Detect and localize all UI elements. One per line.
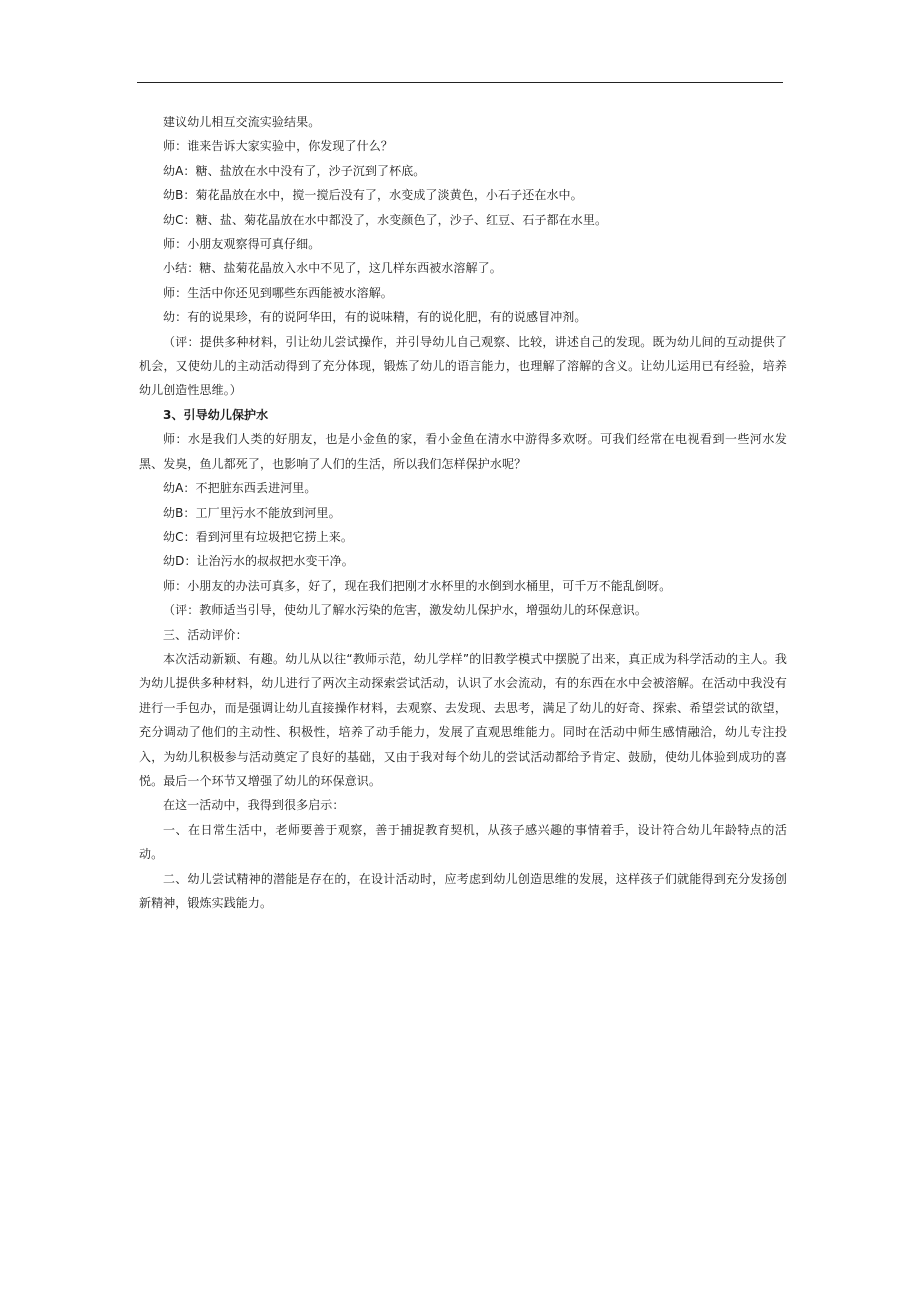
paragraph: 在这一活动中，我得到很多启示： — [163, 798, 345, 813]
header-rule — [137, 82, 783, 83]
comment-paragraph: （评：提供多种材料，引让幼儿尝试操作，并引导幼儿自己观察、比较，讲述自己的发现。既为幼儿间的互动提供了机会，又使幼儿的主动活动得到了充分体现，锻炼了幼儿的语言能力，也理解了溶解的含义。让幼儿运用已有经验，培养幼儿创造性思维。） — [139, 334, 787, 398]
dialogue-line: 师：生活中你还见到哪些东西能被水溶解。 — [163, 285, 393, 300]
dialogue-line: 幼A：糖、盐放在水中没有了，沙子沉到了杯底。 — [163, 163, 426, 178]
section-heading: 3、引导幼儿保护水 — [163, 407, 269, 422]
dialogue-line: 幼：有的说果珍，有的说阿华田，有的说味精，有的说化肥，有的说感冒冲剂。 — [163, 310, 587, 325]
insight-paragraph: 一、在日常生活中，老师要善于观察，善于捕捉教育契机，从孩子感兴趣的事情着手，设计符合幼儿年龄特点的活动。 — [139, 822, 787, 862]
dialogue-line: 幼B：菊花晶放在水中，搅一搅后没有了，水变成了淡黄色，小石子还在水中。 — [163, 188, 583, 203]
evaluation-paragraph: 本次活动新颖、有趣。幼儿从以往“教师示范，幼儿学样”的旧教学模式中摆脱了出来，真正成为科学活动的主人。我为幼儿提供多种材料，幼儿进行了两次主动探索尝试活动，认识了水会流动，有的东西在水中会被溶解。在活动中我没有进行一手包办，而是强调让幼儿直接操作材料，去观察、去发现、去思考，满足了幼儿的好奇、探索、希望尝试的欲望，充分调动了他们的主动性、积极性，培养了动手能力，发展了直观思维能力。同时在活动中师生感情融洽，幼儿专注投入，为幼儿积极参与活动奠定了良好的基础，又由于我对每个幼儿的尝试活动都给予肯定、鼓励，使幼儿体验到成功的喜悦。最后一个环节又增强了幼儿的环保意识。 — [139, 651, 787, 788]
dialogue-line: 幼C：看到河里有垃圾把它捞上来。 — [163, 529, 353, 544]
comment-paragraph: （评：教师适当引导，使幼儿了解水污染的危害，激发幼儿保护水，增强幼儿的环保意识。 — [163, 603, 648, 618]
insight-paragraph: 二、幼儿尝试精神的潜能是存在的，在设计活动时，应考虑到幼儿创造思维的发展，这样孩子们就能得到充分发扬创新精神，锻炼实践能力。 — [139, 871, 787, 910]
document-body — [139, 110, 787, 915]
dialogue-line: 师：小朋友的办法可真多，好了，现在我们把刚才水杯里的水倒到水桶里，可千万不能乱倒呀。 — [163, 578, 672, 593]
paragraph: 建议幼儿相互交流实验结果。 — [163, 115, 321, 129]
section-heading: 三、活动评价： — [163, 627, 248, 642]
dialogue-line: 幼C：糖、盐、菊花晶放在水中都没了，水变颜色了，沙子、红豆、石子都在水里。 — [163, 212, 608, 227]
dialogue-line: 师：水是我们人类的好朋友，也是小金鱼的家，看小金鱼在清水中游得多欢呀。可我们经常在电视看到一些河水发黑、发臭，鱼儿都死了，也影响了人们的生活，所以我们怎样保护水呢？ — [139, 432, 787, 471]
dialogue-line: 幼D：让治污水的叔叔把水变干净。 — [163, 554, 354, 569]
dialogue-line: 师：谁来告诉大家实验中，你发现了什么？ — [163, 139, 393, 154]
dialogue-line: 师：小朋友观察得可真仔细。 — [163, 237, 321, 252]
dialogue-line: 幼A：不把脏东西丢进河里。 — [163, 481, 317, 496]
summary-line: 小结：糖、盐菊花晶放入水中不见了，这几样东西被水溶解了。 — [163, 261, 502, 276]
dialogue-line: 幼B：工厂里污水不能放到河里。 — [163, 505, 341, 520]
